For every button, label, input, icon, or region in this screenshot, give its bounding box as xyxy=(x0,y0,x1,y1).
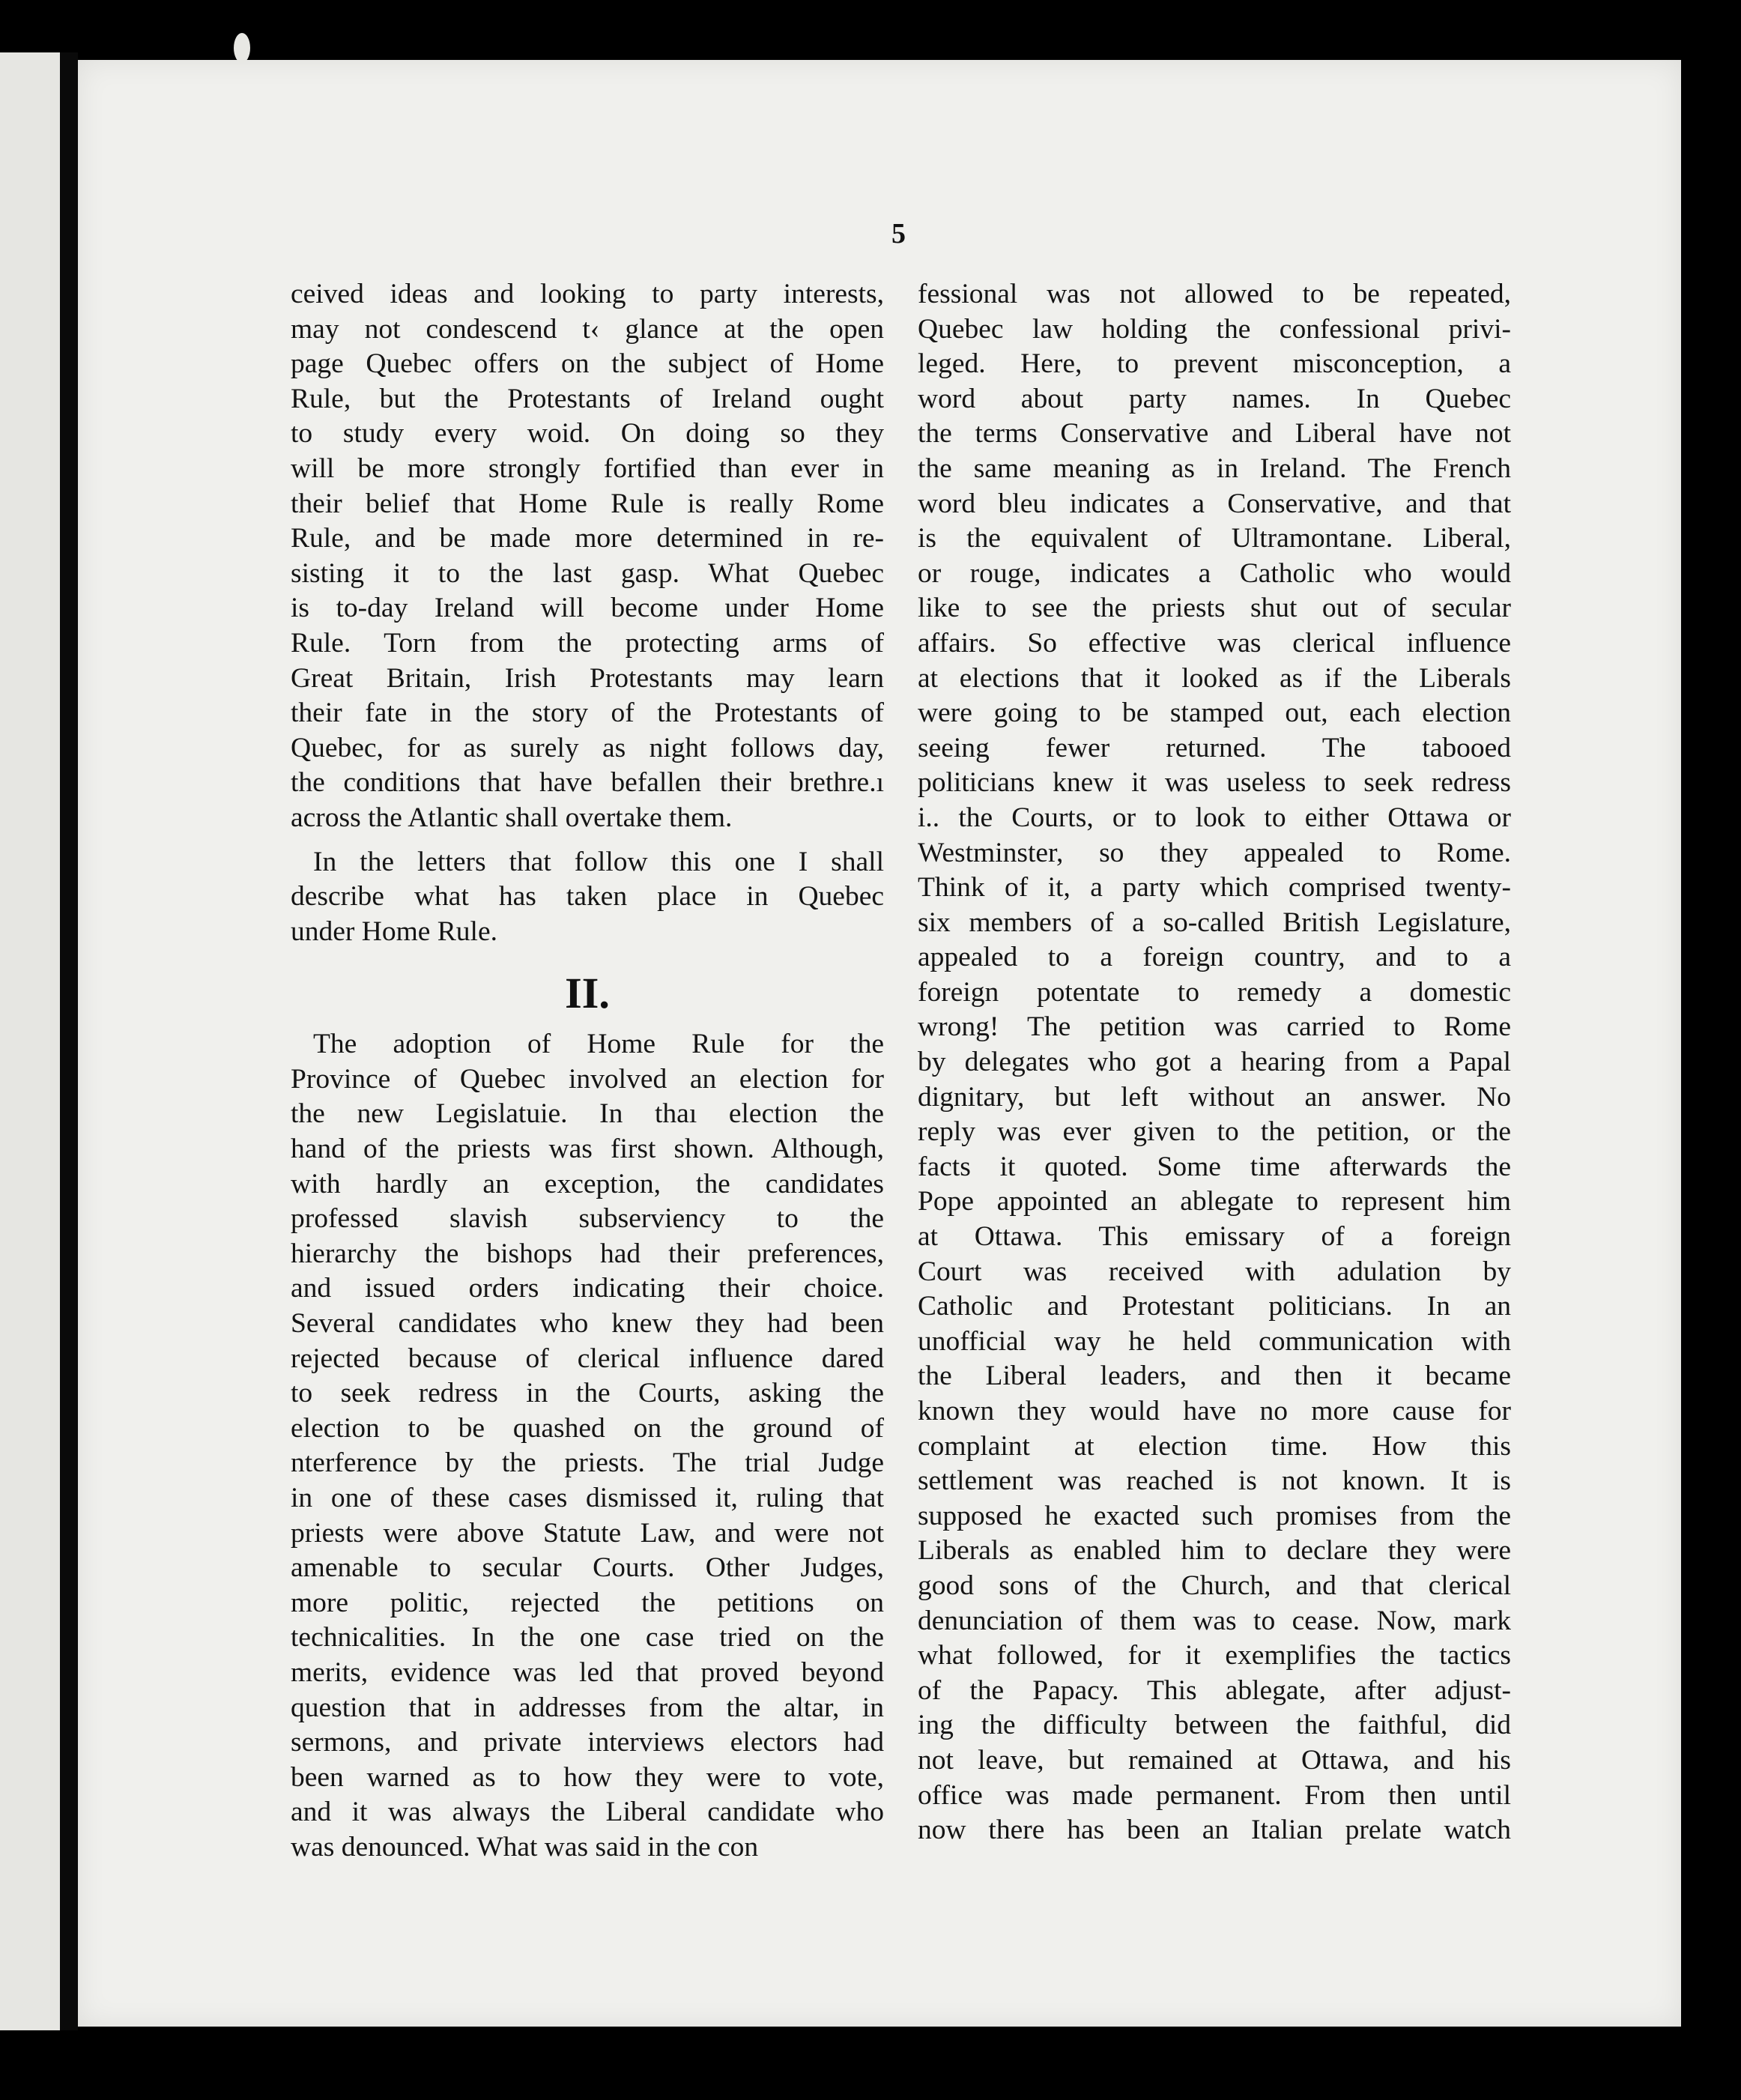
text-line: Liberals as enabled him to declare they were xyxy=(918,1535,1511,1567)
text-line: hand of the priests was first shown. Although, xyxy=(291,1134,884,1165)
text-line: facts it quoted. Some time afterwards the xyxy=(918,1151,1511,1182)
text-line: Rule, but the Protestants of Ireland ought xyxy=(291,383,884,414)
text-line: like to see the priests shut out of secular xyxy=(918,593,1511,624)
text-line: election to be quashed on the ground of xyxy=(291,1412,884,1444)
text-line: i.. the Courts, or to look to either Ottawa or xyxy=(918,802,1511,833)
text-line: more politic, rejected the petitions on xyxy=(291,1587,884,1618)
text-line: their belief that Home Rule is really Rome xyxy=(291,488,884,519)
text-line: the new Legislatuie. In thaı election the xyxy=(291,1098,884,1130)
text-line: to study every woid. On doing so they xyxy=(291,418,884,450)
text-line: now there has been an Italian prelate watch xyxy=(918,1815,1511,1846)
text-line: at elections that it looked as if the Liberals xyxy=(918,662,1511,694)
text-line: Catholic and Protestant politicians. In an xyxy=(918,1291,1511,1322)
paragraph-continued xyxy=(918,277,1511,1848)
text-line: their fate in the story of the Protestants of xyxy=(291,698,884,729)
text-line: seeing fewer returned. The tabooed xyxy=(918,732,1511,763)
text-line: in one of these cases dismissed it, ruling that xyxy=(291,1483,884,1513)
text-line: word about party names. In Quebec xyxy=(918,383,1511,414)
text-line: the conditions that have befallen their brethre.ı xyxy=(291,767,884,799)
text-line: Several candidates who knew they had been xyxy=(291,1308,884,1340)
text-line: appealed to a foreign country, and to a xyxy=(918,942,1511,973)
text-line: the terms Conservative and Liberal have not xyxy=(918,418,1511,450)
paragraph-2 xyxy=(291,845,884,950)
text-line: sisting it to the last gasp. What Quebec xyxy=(291,557,884,589)
text-line: to seek redress in the Courts, asking the xyxy=(291,1378,884,1409)
text-line: known they would have no more cause for xyxy=(918,1396,1511,1426)
book-gutter xyxy=(60,52,78,2030)
text-line: Think of it, a party which comprised twenty- xyxy=(918,872,1511,904)
paragraph-3 xyxy=(291,1027,884,1865)
text-line: settlement was reached is not known. It is xyxy=(918,1465,1511,1497)
text-line: hierarchy the bishops had their preferences, xyxy=(291,1238,884,1269)
previous-page-edge xyxy=(0,52,61,2030)
text-line: under Home Rule. xyxy=(291,916,497,947)
text-line: is to-day Ireland will become under Home xyxy=(291,593,884,624)
text-line: describe what has taken place in Quebec xyxy=(291,881,884,913)
text-line: Westminster, so they appealed to Rome. xyxy=(918,837,1511,868)
text-line: Quebec, for as surely as night follows day, xyxy=(291,732,884,763)
text-line: nterference by the priests. The trial Judge xyxy=(291,1447,884,1479)
text-line: at Ottawa. This emissary of a foreign xyxy=(918,1221,1511,1253)
text-line: been warned as to how they were to vote, xyxy=(291,1761,884,1793)
text-line: wrong! The petition was carried to Rome xyxy=(918,1011,1511,1043)
text-line: priests were above Statute Law, and were not xyxy=(291,1517,884,1549)
text-line: were going to be stamped out, each election xyxy=(918,698,1511,729)
text-line: good sons of the Church, and that clerical xyxy=(918,1570,1511,1601)
text-line: Great Britain, Irish Protestants may learn xyxy=(291,662,884,694)
text-line: Quebec law holding the confessional privi- xyxy=(918,313,1511,345)
scan-speck xyxy=(234,33,250,63)
text-line: or rouge, indicates a Catholic who would xyxy=(918,557,1511,589)
page-number: 5 xyxy=(891,218,906,249)
text-line: and it was always the Liberal candidate who xyxy=(291,1797,884,1828)
text-line: politicians knew it was useless to seek redress xyxy=(918,767,1511,799)
text-line: leged. Here, to prevent misconception, a xyxy=(918,348,1511,380)
text-line: Rule. Torn from the protecting arms of xyxy=(291,627,884,659)
text-line: unofficial way he held communication with xyxy=(918,1325,1511,1357)
text-line: dignitary, but left without an answer. No xyxy=(918,1081,1511,1113)
text-line: ceived ideas and looking to party interests, xyxy=(291,279,884,309)
text-line: what followed, for it exemplifies the tactics xyxy=(918,1640,1511,1671)
text-line: In the letters that follow this one I shall xyxy=(313,846,884,877)
text-line: and issued orders indicating their choice. xyxy=(291,1273,884,1304)
text-line: affairs. So effective was clerical influence xyxy=(918,627,1511,659)
text-line: by delegates who got a hearing from a Papal xyxy=(918,1047,1511,1078)
text-line: with hardly an exception, the candidates xyxy=(291,1168,884,1199)
right-column xyxy=(918,277,1511,1848)
text-line: will be more strongly fortified than ever in xyxy=(291,453,884,484)
text-line: not leave, but remained at Ottawa, and his xyxy=(918,1744,1511,1776)
text-line: Rule, and be made more determined in re- xyxy=(291,523,884,554)
text-line: reply was ever given to the petition, or the xyxy=(918,1116,1511,1148)
text-line: Pope appointed an ablegate to represent him xyxy=(918,1186,1511,1217)
text-line: ing the difficulty between the faithful, did xyxy=(918,1710,1511,1741)
paragraph-1 xyxy=(291,277,884,836)
text-line: office was made permanent. From then until xyxy=(918,1779,1511,1811)
text-line: Province of Quebec involved an election for xyxy=(291,1063,884,1095)
text-line: complaint at election time. How this xyxy=(918,1430,1511,1462)
text-line: professed slavish subserviency to the xyxy=(291,1203,884,1235)
text-line: may not condescend t‹ glance at the open xyxy=(291,313,884,345)
section-heading: II. xyxy=(565,969,610,1018)
text-line: foreign potentate to remedy a domestic xyxy=(918,976,1511,1008)
text-line: page Quebec offers on the subject of Home xyxy=(291,348,884,380)
text-line: rejected because of clerical influence dared xyxy=(291,1343,884,1374)
text-line: amenable to secular Courts. Other Judges, xyxy=(291,1552,884,1584)
text-line: denunciation of them was to cease. Now, mark xyxy=(918,1605,1511,1636)
text-line: merits, evidence was led that proved beyond xyxy=(291,1656,884,1688)
text-line: supposed he exacted such promises from the xyxy=(918,1500,1511,1531)
text-line: Court was received with adulation by xyxy=(918,1256,1511,1287)
text-line: the same meaning as in Ireland. The French xyxy=(918,453,1511,484)
text-line: is the equivalent of Ultramontane. Liberal, xyxy=(918,523,1511,554)
text-line: six members of a so-called British Legislature, xyxy=(918,907,1511,938)
text-line: question that in addresses from the altar, in xyxy=(291,1692,884,1723)
text-line: The adoption of Home Rule for the xyxy=(313,1029,884,1060)
left-column xyxy=(291,277,884,1866)
text-line: of the Papacy. This ablegate, after adjust- xyxy=(918,1674,1511,1706)
text-line: sermons, and private interviews electors had xyxy=(291,1727,884,1758)
text-line: across the Atlantic shall overtake them. xyxy=(291,802,733,833)
text-line: was denounced. What was said in the con xyxy=(291,1831,759,1863)
text-line: the Liberal leaders, and then it became xyxy=(918,1361,1511,1392)
text-line: technicalities. In the one case tried on the xyxy=(291,1622,884,1653)
text-line: word bleu indicates a Conservative, and that xyxy=(918,488,1511,519)
text-line: fessional was not allowed to be repeated, xyxy=(918,279,1511,309)
